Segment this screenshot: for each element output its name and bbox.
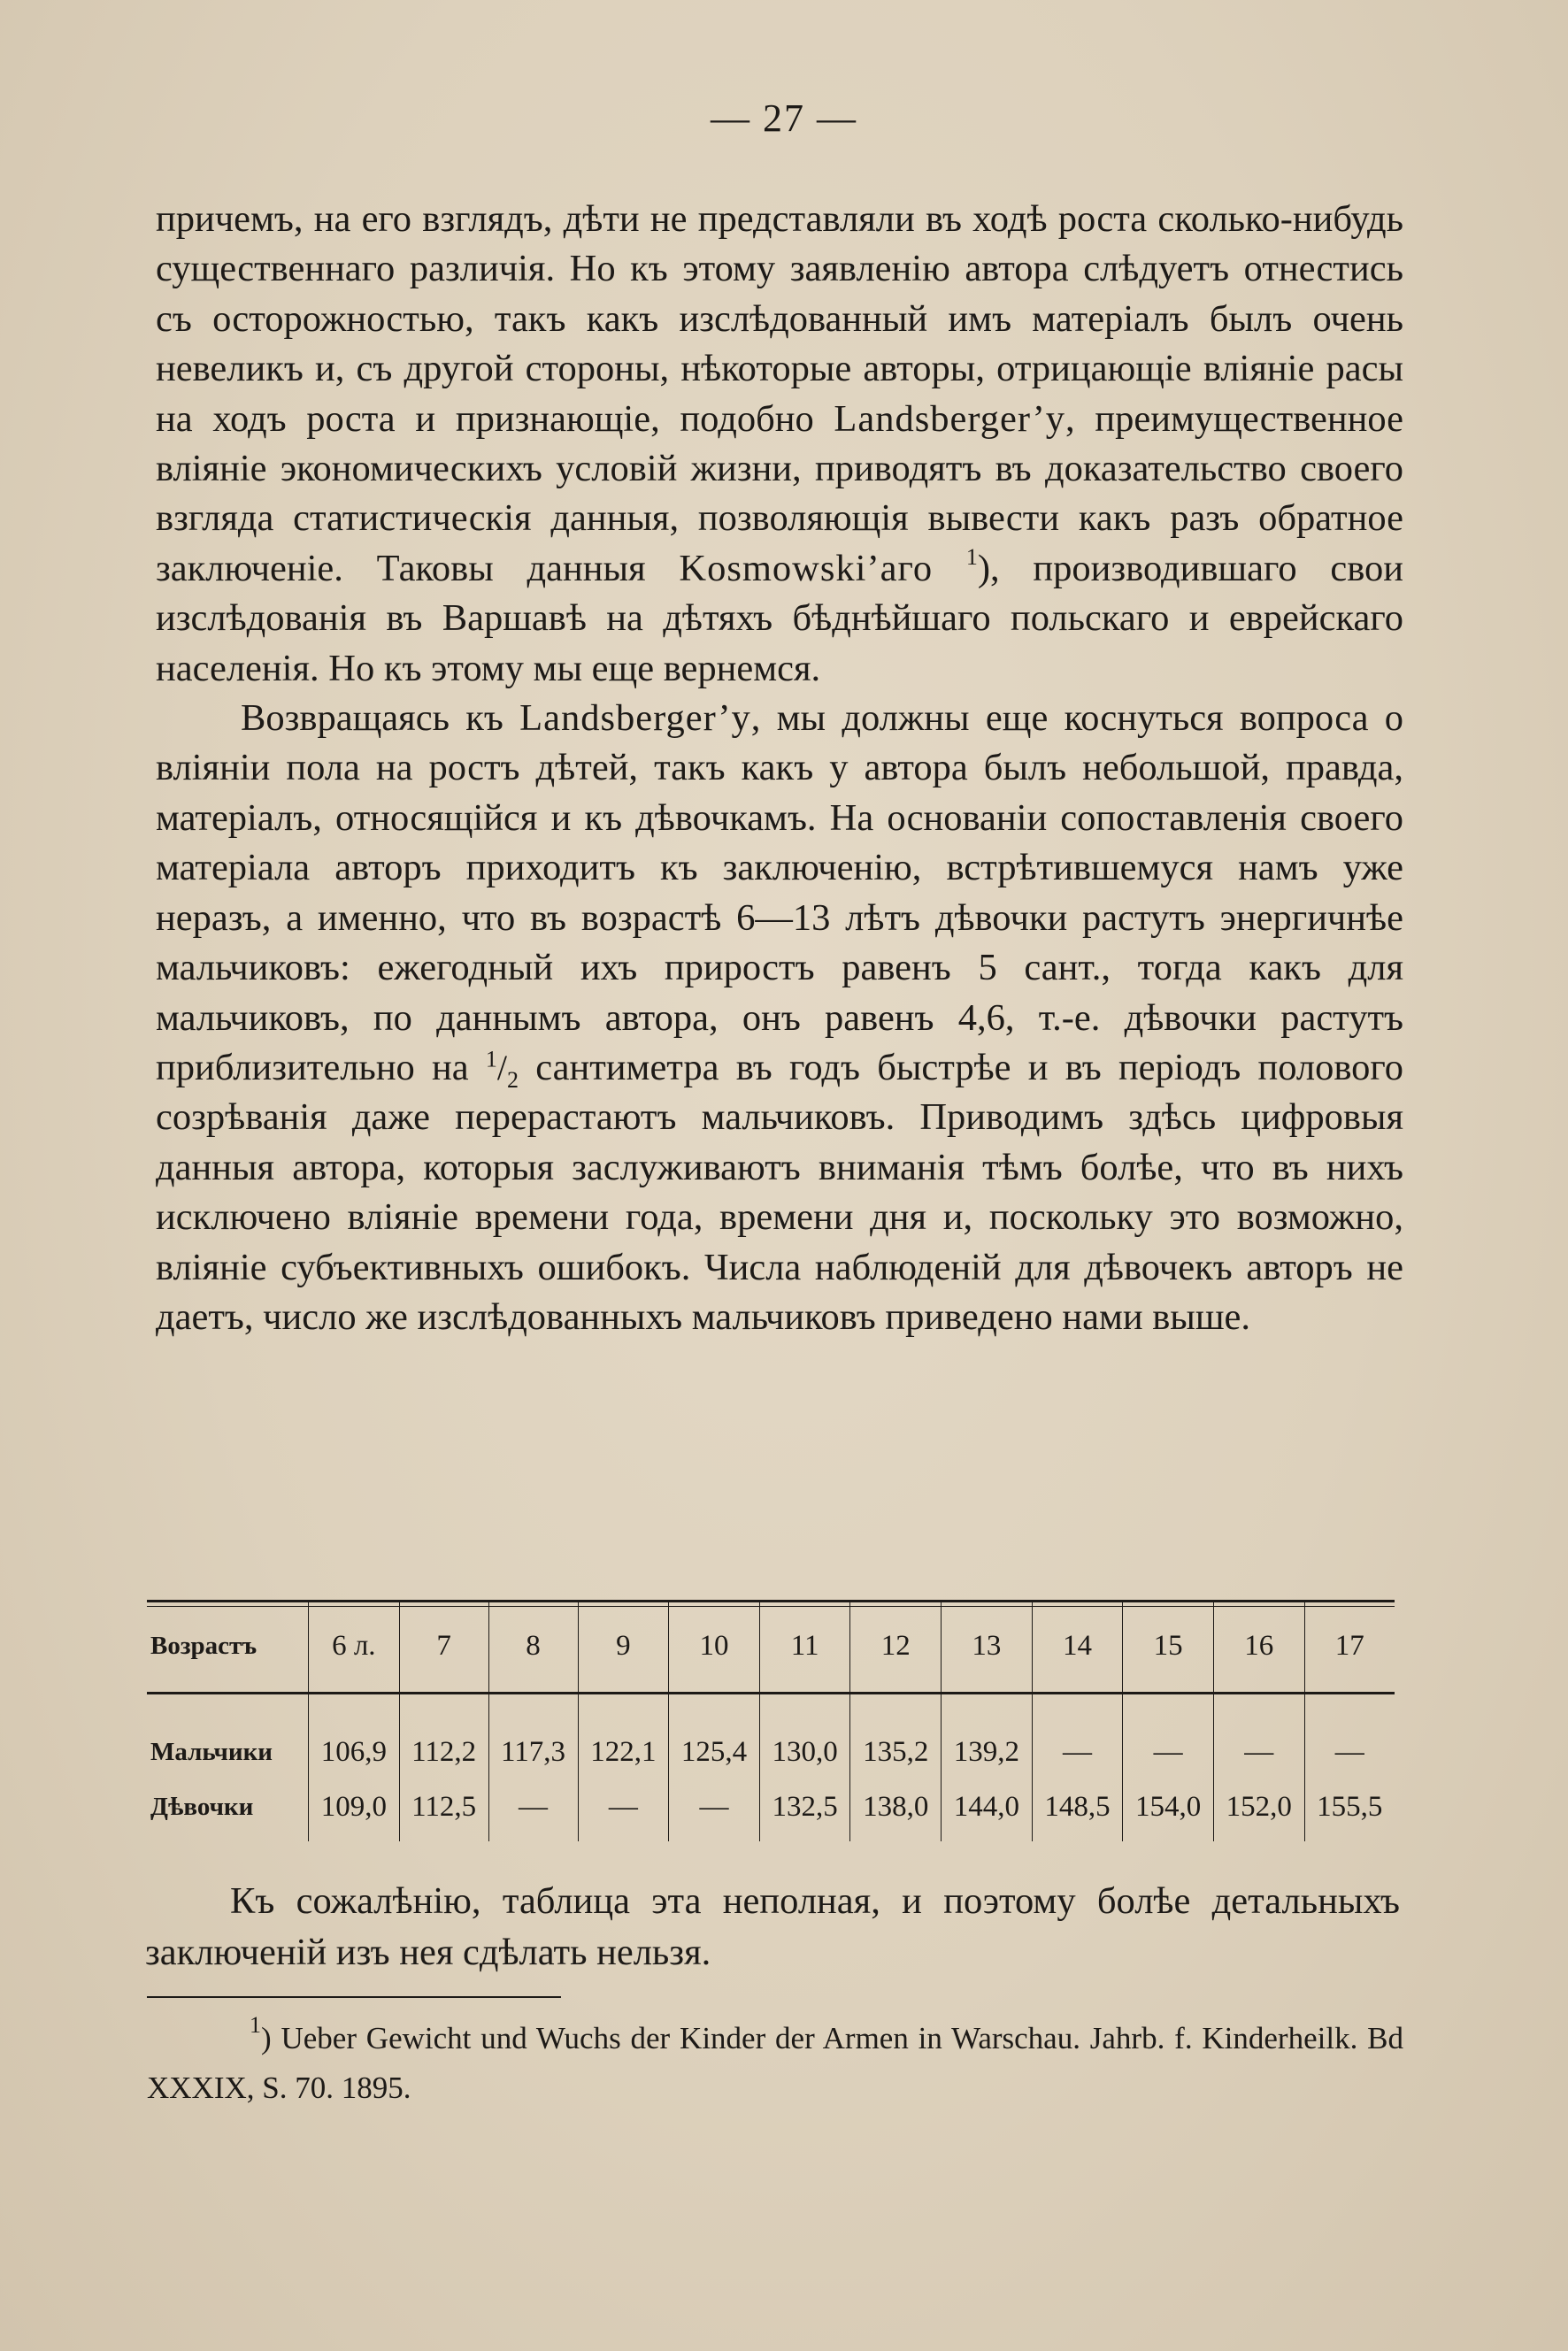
row-label: Мальчики	[150, 1737, 273, 1766]
paragraph-1	[156, 195, 1403, 694]
table-cell: 138,0	[850, 1779, 942, 1841]
footnote-rule	[147, 1996, 561, 1998]
table-cell: 130,0	[759, 1694, 850, 1780]
paragraph-2-part-b: , мы должны еще коснуться вопроса о вліяніи пола на ростъ дѣтей, такъ какъ у автора былъ небольшой, правда, матеріалъ, относящійся и къ дѣвочкамъ. На основаніи сопоставленія своего матеріала авторъ приходитъ къ заключенію, встрѣтившемуся намъ уже неразъ, а именно, что въ возрастѣ 6—13 лѣтъ дѣвочки растутъ энергичнѣе мальчиковъ: ежегодный ихъ приростъ равенъ 5 сант., тогда какъ для мальчиковъ, по даннымъ автора, онъ равенъ 4,6, т.-е. дѣвочки растутъ приблизительно на	[156, 697, 1403, 1088]
paragraph-2-part-c: сантиметра въ годъ быстрѣе и въ періодъ полового созрѣванія даже перерастаютъ мальчиковъ. Приводимъ здѣсь цифровыя данныя автора, которыя заслуживаютъ вниманія тѣмъ болѣе, что въ нихъ исключено вліяніе времени года, времени дня и, поскольку это возможно, вліяніе субъективныхъ ошибокъ. Числа наблюденій для дѣвочекъ авторъ не даетъ, число же изслѣдованныхъ мальчиковъ приведено нами выше.	[156, 1046, 1404, 1338]
fraction-one-half: $^1/_2$	[485, 1046, 519, 1093]
main-text	[156, 195, 1403, 1342]
paragraph-2	[156, 694, 1403, 1342]
table-cell: 152,0	[1213, 1779, 1304, 1841]
header-age: 6 л.	[309, 1600, 400, 1694]
header-age: 7	[399, 1600, 488, 1694]
header-age: 14	[1032, 1600, 1123, 1694]
growth-table	[147, 1600, 1395, 1841]
table-cell: —	[1304, 1694, 1395, 1780]
author-name-landsberger: Landsberger’y	[834, 397, 1066, 440]
header-age: 16	[1213, 1600, 1304, 1694]
table-cell: 112,2	[399, 1694, 488, 1780]
footnote-text-block	[147, 2014, 1403, 2113]
table-cell: 155,5	[1304, 1779, 1395, 1841]
footnote	[147, 2014, 1403, 2113]
table-cell: 125,4	[669, 1694, 760, 1780]
header-age: 12	[850, 1600, 942, 1694]
footnote-marker: 1	[250, 2012, 261, 2038]
footnote-text: ) Ueber Gewicht und Wuchs der Kinder der Armen in Warschau. Jahrb. f. Kinderheilk. Bd XXXIX, S. 70. 1895.	[147, 2021, 1403, 2105]
table-cell: 135,2	[850, 1694, 942, 1780]
table-cell: 117,3	[488, 1694, 578, 1780]
paragraph-2-part-a: Возвращаясь къ	[241, 697, 520, 740]
table-cell: 139,2	[942, 1694, 1033, 1780]
table-header-row	[147, 1600, 1395, 1694]
fraction-denominator: 2	[507, 1066, 519, 1093]
table-cell: —	[578, 1779, 669, 1841]
table-cell: 154,0	[1123, 1779, 1214, 1841]
header-age: 17	[1304, 1600, 1395, 1694]
paragraph-3: Къ сожалѣнію, таблица эта неполная, и поэтому болѣе детальныхъ заключеній изъ нея сдѣлать нельзя.	[145, 1880, 1400, 1973]
table-cell: 112,5	[399, 1779, 488, 1841]
header-age: 13	[942, 1600, 1033, 1694]
table-row	[147, 1694, 1395, 1780]
table-cell: 144,0	[942, 1779, 1033, 1841]
author-name-kosmowski: Kosmowski’аго	[679, 547, 934, 589]
table-cell: 148,5	[1032, 1779, 1123, 1841]
header-age: 11	[759, 1600, 850, 1694]
header-age: 8	[488, 1600, 578, 1694]
table-cell: 109,0	[309, 1779, 400, 1841]
table-cell: 132,5	[759, 1779, 850, 1841]
table-cell: —	[669, 1779, 760, 1841]
paragraph-1-part-c: ), производившаго свои изслѣдованія въ Варшавѣ на дѣтяхъ бѣднѣйшаго польскаго и еврейскаго населенія. Но къ этому мы еще вернемся.	[156, 547, 1404, 689]
row-label: Дѣвочки	[150, 1792, 254, 1821]
closing-text	[145, 1876, 1400, 1978]
table-cell: —	[1123, 1694, 1214, 1780]
table-cell: —	[1213, 1694, 1304, 1780]
table-cell: —	[488, 1779, 578, 1841]
table-cell: —	[1032, 1694, 1123, 1780]
fraction-numerator: 1	[485, 1046, 497, 1072]
table-cell: 106,9	[309, 1694, 400, 1780]
header-label: Возрастъ	[147, 1600, 309, 1694]
table-row	[147, 1779, 1395, 1841]
paragraph-1-part-b: , преимущественное вліяніе экономическихъ условій жизни, приводятъ въ доказательство своего взгляда статистическія данныя, позволяющія вывести какъ разъ обратное заключеніе. Таковы данныя	[156, 397, 1403, 589]
header-age: 9	[578, 1600, 669, 1694]
page-number: — 27 —	[711, 96, 857, 140]
header-age: 15	[1123, 1600, 1214, 1694]
paragraph-1-part-a: причемъ, на его взглядъ, дѣти не представляли въ ходѣ роста сколько-нибудь существеннаго различія. Но къ этому заявленію автора слѣдуетъ отнестись съ осторожностью, такъ какъ изслѣдованный имъ матеріалъ былъ очень невеликъ и, съ другой стороны, нѣкоторые авторы, отрицающіе вліяніе расы на ходъ роста и признающіе, подобно	[156, 198, 1403, 440]
footnote-ref-1: 1	[965, 543, 978, 570]
author-name-landsberger-2: Landsberger’y	[519, 697, 751, 740]
table-cell: 122,1	[578, 1694, 669, 1780]
header-age: 10	[669, 1600, 760, 1694]
